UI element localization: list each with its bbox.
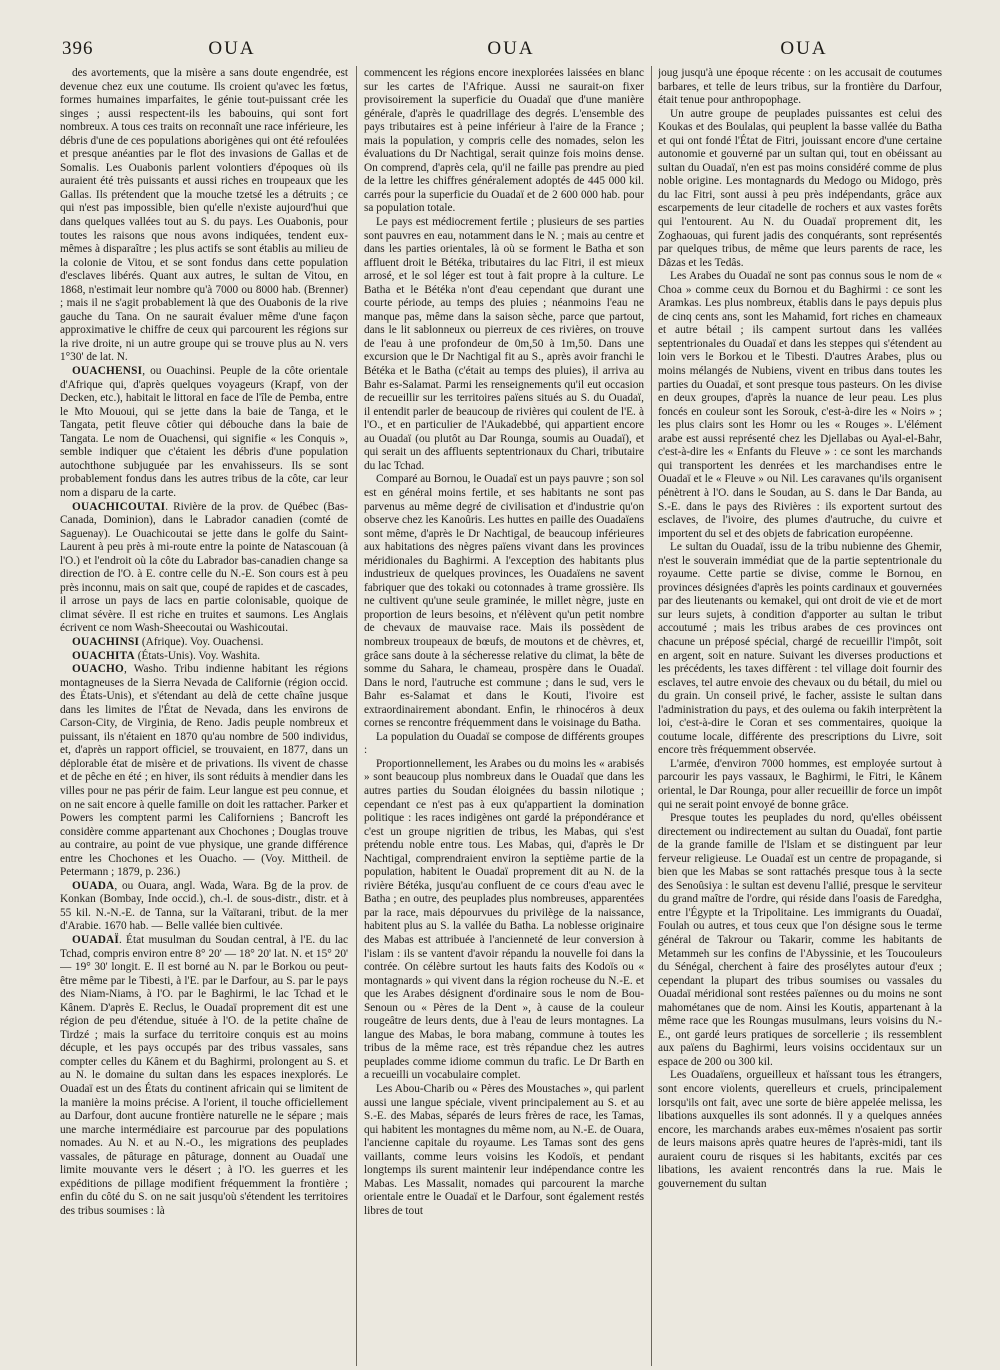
paragraph-text: Les Ouadaïens, orgueilleux et haïssant tous les étrangers, sont encore violents, querelleurs et cruels, principalement lorsqu'ils ont fait, avec une sorte de bière appelée melissa, les libations auxquelles ils sont adonnés. Il y a quelques années encore, les marchands arabes eux-mêmes n'osaient pas sortir de leurs maisons après quatre heures de l'après-midi, tant ils auraient couru de risques si les habitants, excités par ces libations, les avaient rencontrés dans la rue. Mais le gouvernement du sultan bbox=[658, 1069, 942, 1190]
dictionary-entry bbox=[60, 365, 348, 500]
paragraph bbox=[364, 216, 644, 473]
dictionary-entry bbox=[60, 934, 348, 1218]
paragraph bbox=[364, 473, 644, 730]
paragraph bbox=[364, 731, 644, 758]
paragraph bbox=[364, 758, 644, 1083]
paragraph bbox=[658, 67, 942, 108]
paragraph bbox=[60, 67, 348, 365]
dictionary-entry bbox=[60, 501, 348, 636]
paragraph-text: , ou Ouara, angl. Wada, Wara. Bg de la prov. de Konkan (Bombay, Inde occid.), ch.-l. de sous-distr., distr. et à 55 kil. N.-N.-E. de Tanna, sur la Vaïtarani, tribut. de la mer d'Arabie. 1670 hab. — Belle vallée bien cultivée. bbox=[60, 879, 348, 933]
paragraph bbox=[364, 67, 644, 216]
paragraph-text: Le sultan du Ouadaï, issu de la tribu nubienne des Ghemir, n'est le souverain immédiat que de la partie septentrionale du royaume. Cette partie se divise, comme le Bornou, en provinces désignées d'après les points cardinaux et gouvernées par des lieutenants ou kemakel, qui ont droit de vie et de mort sur leurs sujets, à condition d'apporter au sultan le tribut accoutumé ; mais les tribus arabes de ces provinces ont chacune un préposé spécial, chargé de recueillir l'impôt, soit en argent, soit en nature. Suivant les diverses productions et les précédents, les taxes diffèrent : tel village doit fournir des esclaves, tel autre envoie des chevaux ou du bétail, du miel ou du grain. Un conseil privé, le facher, assiste le sultan dans l'administration du pays, et des oulema ou fakih interprètent la loi, c'est-à-dire le Coran et ses commentaires, quoique la coutume locale, différente des prescriptions du Livre, soit encore très fréquemment observée. bbox=[658, 541, 942, 757]
dictionary-entry bbox=[60, 663, 348, 880]
paragraph bbox=[658, 108, 942, 271]
dictionary-entry bbox=[60, 636, 348, 650]
paragraph-text: joug jusqu'à une époque récente : on les accusait de coutumes barbares, et telle de leurs tribus, sur la frontière du Darfour, était tenue pour anthropophage. bbox=[658, 67, 942, 107]
entry-headword: OUACHICOUTAI bbox=[72, 500, 166, 513]
dictionary-entry bbox=[60, 880, 348, 934]
paragraph-text: , ou Ouachinsi. Peuple de la côte orientale d'Afrique qui, d'après quelques voyageurs (Krapf, von der Decken, etc.), habitait le littoral en face de l'île de Pemba, entre le Mto Mououi, qui se jette dans la baie de Tanga, et le Tangata, petit fleuve côtier qui débouche dans la baie de Tangata. Le nom de Ouachensi, qui signifie « les Conquis », semble indiquer que c'étaient les débris d'une population autochthone subjuguée par les envahisseurs. Ils se sont probablement fondus dans les autres tribus de la côte, car leur nom a disparu de la carte. bbox=[60, 365, 348, 499]
entry-headword: OUACHINSI bbox=[72, 635, 140, 648]
column-rule-2 bbox=[651, 66, 652, 1366]
paragraph-text: La population du Ouadaï se compose de différents groupes : bbox=[364, 730, 644, 757]
entry-headword: OUADA bbox=[72, 879, 115, 892]
running-head-left: OUA bbox=[208, 38, 256, 59]
paragraph bbox=[364, 1083, 644, 1218]
entry-headword: OUACHITA bbox=[72, 649, 135, 662]
paragraph-text: , Washo. Tribu indienne habitant les régions montagneuses de la Sierra Nevada de Californie (région occid. des États-Unis), et s'étendant au delà de cette chaîne jusque dans les limites de l'État de Nevada, dans les environs de Carson-City, de Virginia, de Reno. Jadis peuple nombreux et puissant, ils n'étaient en 1870 qu'au nombre de 500 individus, et, d'après un rapport officiel, se trouvaient, en 1877, dans un déplorable état de misère et de privations. Ils vivent de chasse et de pêche en été ; en hiver, ils sont réduits à mendier dans les villes pour ne pas périr de faim. Leur langue est peu connue, et on ne sait encore à quelle famille on doit les rattacher. Parker et Powers les comptent parmi les Californiens ; Bancroft les considère comme appartenant aux Chochones ; Douglas trouve au contraire, au point de vue physique, une grande différence entre les Chochones et les Ouacho. — (Voy. Mittheil. de Petermann ; 1879, p. 236.) bbox=[60, 663, 348, 879]
paragraph-text: Un autre groupe de peuplades puissantes est celui des Koukas et des Boulalas, qui peuplent la basse vallée du Batha et qui ont fondé l'État de Fitri, jouissant encore d'une certaine autonomie et gouverné par un sultan qui, tout en obéissant au sultan du Ouadaï, n'en est pas moins considéré comme de plus noble origine. Les montagnards du Medogo ou Midogo, près du lac Fitri, sont aussi à peu près indépendants, grâce aux escarpements de leur citadelle de rochers et aux vastes forêts qui l'entourent. Au N. du Ouadaï proprement dit, les Zoghaouas, qui furent jadis des conquérants, sont représentés par quelques tribus, de même que leurs parents de race, les Dâzas et les Tedâs. bbox=[658, 107, 942, 269]
paragraph bbox=[658, 812, 942, 1069]
running-head-center: OUA bbox=[487, 38, 535, 59]
entry-headword: OUACHENSI bbox=[72, 365, 143, 378]
paragraph-text: Le pays est médiocrement fertile ; plusieurs de ses parties sont pauvres en eau, notamment dans le N. ; mais au centre et dans les parties orientales, là où se forment le Batha et son affluent droit le Bétéka, tributaires du lac Fitri, il est mieux arrosé, et le sol léger est tout à fait propre à la culture. Le Batha et le Bétéka n'ont d'eau cependant que durant une courte période, au temps des pluies ; néanmoins l'eau ne manque pas, même dans la saison sèche, parce que partout, dans le lit sablonneux ou pierreux de ces rivières, on trouve de l'eau à une profondeur de 0m,50 à 1m,50. Dans une excursion que le Dr Nachtigal fit au S., après avoir franchi le Bétéka et le Batha (c'était au temps des pluies), il arriva au Bahr es-Salamat. Parmi les renseignements qu'il eut occasion de recueillir sur les territoires païens situés au S. du Ouadaï, il entendit parler de beaucoup de rivières qui coulent de l'E. à l'O., et en particulier de l'Aukadebbé, qui appartient encore au Ouadaï (ou plutôt au Dar Rounga, soumis au Ouadaï), et qui serait un des affluents septentrionaux du Chari, tributaire du lac Tchad. bbox=[364, 216, 644, 472]
paragraph-text: Les Abou-Charib ou « Pères des Moustaches », qui parlent aussi une langue spéciale, vivent principalement au S. et au S.-E. des Mabas, séparés de leurs frères de race, les Tamas, qui habitent les montagnes du même nom, au N.-E. de Ouara, l'ancienne capitale du royaume. Les Tamas sont des gens vaillants, comme leurs voisins les Kodoïs, et pendant longtemps ils surent maintenir leur indépendance contre les Mabas. Les Massalit, nomades qui parcourent la marche orientale entre le Ouadaï et le Darfour, sont également restés libres de tout bbox=[364, 1083, 644, 1217]
paragraph bbox=[658, 270, 942, 541]
paragraph-text: des avortements, que la misère a sans doute engendrée, est devenue chez eux une coutume. Ils croient qu'avec les fœtus, formes humaines imparfaites, le génie tout-puissant crée les singes ; aussi respectent-ils les babouins, qui sont fort nombreux. A tous ces traits on reconnaît une race inférieure, les débris d'une de ces populations aborigènes qui ont été refoulées et presque anéanties par le flot des invasions de Gallas et de Somalis. Les Ouabonis parlent volontiers d'époques où ils auraient été très puissants et aussi riches en troupeaux que les Gallas. Ils prétendent que la mouche tzetsé les a détruits ; ce qui n'est pas impossible, bien qu'elle n'existe aujourd'hui que dans quelques vallées tout au S. du pays. Les Ouabonis, pour toutes les raisons que nous avons indiquées, tendent eux-mêmes à disparaître ; les plus actifs se sont établis au milieu de la colonie de Vitou, et se sont fondus dans cette population d'esclaves libérés. Quant aux autres, le sultan de Vitou, en 1868, n'estimait leur nombre qu'à 7000 ou 8000 hab. (Brenner) ; mais il ne s'agit probablement là que des Ouabonis de la rive gauche du Tana. On ne saurait évaluer même d'une façon approximative le chiffre de ceux qui parcourent les régions sur la rive droite, ni un autre groupe qui se trouve plus au N. vers 1°30' de lat. N. bbox=[60, 67, 348, 364]
paragraph-text: . Rivière de la prov. de Québec (Bas-Canada, Dominion), dans le Labrador canadien (comté de Saguenay). Le Ouachicoutai se jette dans le golfe du Saint-Laurent à peu près à mi-route entre la pointe de Natascouan (à l'O.) et l'endroit où la côte du Labrador bas-canadien change sa direction de l'O. à E. contre celle du N.-E. Son cours est à peu près inconnu, mais on sait que, coupé de rapides et de cascades, il arrose un pays de lacs en partie colonisable, quoique de climat sévère. Il est riche en truites et saumons. Les Anglais écrivent ce nom Wash-Sheecoutai ou Washicoutai. bbox=[60, 500, 348, 635]
paragraph bbox=[658, 1069, 942, 1191]
dictionary-entry bbox=[60, 650, 348, 664]
paragraph-text: commencent les régions encore inexplorées laissées en blanc sur les cartes de l'Afrique. Aussi ne saurait-on fixer provisoirement la superficie du Ouadaï que d'une manière générale, d'après le quadrillage des degrés. L'ensemble des pays tributaires est à peine inférieur à l'aire de la France ; mais la population, y compris celle des nomades, selon les évaluations du Dr Nachtigal, serait quinze fois moins dense. On comprend, d'après cela, qu'il ne faille pas prendre au pied de la lettre les chiffres généralement adoptés de 445 000 kil. carrés pour la superficie du Ouadaï et de 2 600 000 hab. pour sa population totale. bbox=[364, 67, 644, 215]
paragraph-text: L'armée, d'environ 7000 hommes, est employée surtout à parcourir les pays vassaux, le Baghirmi, le Fitri, le Kânem oriental, le Dar Rounga, pour aller recueillir de force un impôt qui ne serait point envoyé de bonne grâce. bbox=[658, 757, 942, 811]
text-column-2 bbox=[364, 67, 644, 1362]
paragraph bbox=[658, 541, 942, 758]
paragraph-text: Comparé au Bornou, le Ouadaï est un pays pauvre ; son sol est en général moins fertile, et ses habitants ne sont pas parvenus au même degré de civilisation et d'industrie qu'on observe chez les Kanoûris. Les huttes en paille des Ouadaïens sont même, d'après le Dr Nachtigal, de beaucoup inférieures aux habitations des nègres païens vivant dans les provinces méridionales du Baghirmi. A l'exception des habitants plus industrieux de quelques provinces, les Ouadaïens ne savent fabriquer que des tokaki ou cotonnades à trame grossière. Ils ne cultivent qu'une seule graminée, le millet nègre, juste en proportion de leurs besoins, et n'élèvent qu'un petit nombre de chevaux de mauvaise race. Mais ils possèdent de nombreux troupeaux de bœufs, de moutons et de chèvres, et, grâce sans doute à la sécheresse relative du climat, la bête de somme du Sahara, le chameau, prospère dans le Ouadaï. Dans le nord, l'autruche est commune ; dans le sud, vers le Bahr es-Salamat et dans le Kouti, l'ivoire est extraordinairement abondant. Enfin, le rhinocéros à deux cornes se rencontre fréquemment dans le voisinage du Batha. bbox=[364, 473, 644, 730]
paragraph-text: Presque toutes les peuplades du nord, qu'elles obéissent directement ou indirectement au sultan du Ouadaï, font partie de la grande famille de l'Islam et se distinguent par leur ferveur religieuse. Le Ouadaï est un centre de propagande, si bien que les Mabas se sont rattachés presque tous à la secte des Senoûsiya : le sultan est devenu l'allié, presque le serviteur du grand maître de l'ordre, qui réside dans l'oasis de Faredgha, entre l'Égypte et la Tripolitaine. Les immigrants du Ouadaï, Foulah ou autres, et tous ceux que l'on désigne sous le terme général de Takrour ou Takarir, comme les habitants de Metammeh sur les confins de l'Abyssinie, et les Toucouleurs du Sénégal, cherchent à faire des prosélytes autour d'eux ; cependant la plupart des tribus soumises ou vassales du Ouadaï méridional sont restées païennes ou du moins ne sont mahométanes que de nom. Ainsi les Koutis, appartenant à la même race que les Roungas musulmans, leurs voisins du N.-E., ont gardé leurs pratiques de sorcellerie ; ils ressemblent aux païens du Baghirmi, leurs voisins occidentaux sur un espace de 200 ou 300 kil. bbox=[658, 812, 942, 1068]
paragraph-text: Les Arabes du Ouadaï ne sont pas connus sous le nom de « Choa » comme ceux du Bornou et du Baghirmi : ce sont les Aramkas. Les plus nombreux, établis dans le pays depuis plus de cinq cents ans, sont les Mahamid, fort riches en chameaux et autre bétail ; ils campent surtout dans les vallées septentrionales du Ouadaï et dans les steppes qui s'étendent au loin vers le Borkou et le Tibesti. D'autres Arabes, plus ou moins mélangés de Nubiens, vivent en tribus dans toutes les parties du Ouadaï, et sont presque tous pasteurs. On les divise en deux groupes, d'après la nuance de leur peau. Les plus foncés en couleur sont les Sorouk, c'est-à-dire les « Noirs » ; les plus clairs sont les Homr ou les « Rouges ». L'élément arabe est aussi représenté chez les Djellabas ou Ayal-el-Bahr, c'est-à-dire les « Enfants du Fleuve » : ce sont les marchands qui transportent les denrées et les marchandises entre le Ouadaï et le « Fleuve » ou Nil. Les caravanes qu'ils organisent pénètrent à l'O. dans le Soudan, au S. dans le Dar Banda, au S.-E. dans le pays des Rivières : ils exportent surtout des esclaves, de l'ivoire, des plumes d'autruche, du cuivre et importent du sel et des objets de fabrication européenne. bbox=[658, 270, 942, 540]
paragraph-text: . État musulman du Soudan central, à l'E. du lac Tchad, compris environ entre 8° 20' — 18° 20' lat. N. et 15° 20' — 19° 30' longit. E. Il est borné au N. par le Borkou ou peut-être même par le Tibesti, à l'E. par le Darfour, au S. par le pays des Niam-Niams, à l'O. par le Baghirmi, le lac Tchad et le Kânem. D'après E. Reclus, le Ouadaï proprement dit est une région de peu d'étendue, située à l'O. de la petite chaîne de Tirdzé ; mais la surface du territoire conquis est au moins décuple, et les pays occupés par des tribus vassales, sans compter celles du Kânem et du Baghirmi, prolongent au S. et au N. le domaine du sultan dans les espaces inexplorés. Le Ouadaï est un des États du continent africain qui se limitent de la manière la moins précise. A l'orient, il touche officiellement au Darfour, dont aucune frontière naturelle ne le sépare ; mais une marche intermédiaire est parcourue par des populations nomades. Au N. et au N.-O., les migrations des peuplades vassales, de pâturage en pâturage, donnent au Ouadaï une limite mouvante vers le désert ; à l'O. les guerres et les expéditions de pillage modifient fréquemment la frontière ; enfin du côté du S. on ne sait jusqu'où s'étendent les territoires des tribus soumises : là bbox=[60, 934, 348, 1217]
page-number: 396 bbox=[62, 38, 94, 59]
entry-headword: OUADAÏ bbox=[72, 934, 120, 946]
entry-headword: OUACHO bbox=[72, 663, 125, 676]
paragraph-text: (Afrique). Voy. Ouachensi. bbox=[139, 635, 264, 648]
paragraph-text: (États-Unis). Voy. Washita. bbox=[134, 649, 261, 662]
running-head-right: OUA bbox=[780, 38, 828, 59]
paragraph bbox=[658, 758, 942, 812]
text-column-1 bbox=[60, 67, 348, 1362]
text-column-3 bbox=[658, 67, 942, 1362]
paragraph-text: Proportionnellement, les Arabes ou du moins les « arabisés » sont beaucoup plus nombreux dans le Ouadaï que dans les autres parties du Soudan éloignées du bassin nilotique ; cependant ce n'est pas à eux qu'appartient la domination politique : les races indigènes ont gardé la prépondérance et c'est un groupe nigritien de tribus, les Mabas, qui s'est prétendu noble entre tous. Les Mabas, qui, d'après le Dr Nachtigal, comprendraient environ la septième partie de la population, habitent le Ouadaï proprement dit au N. de la rivière Bétéka, jusqu'au confluent de ce cours d'eau avec le Batha ; en outre, des peuplades plus nombreuses, apparentées par la race, mais dépourvues du privilège de la naissance, habitent plus au S. la vallée du Batha. La noblesse originaire des Mabas est attribuée à l'ancienneté de leur conversion à l'islam : ils se vantent d'avoir répandu la nouvelle foi dans la contrée. On célèbre surtout les hauts faits des Kodoïs ou « montagnards » qui vivent dans la région rocheuse du N.-E. et que les Arabes désignent d'ordinaire sous le nom de Bou-Senoun ou « Pères de la Dent », à cause de la couleur rougeâtre de leurs dents, due à l'eau de leurs montagnes. La langue des Mabas, le bora mabang, commune à toutes les tribus de la même race, est très répandue chez les autres peuplades comme idiome commun du trafic. Le Dr Barth en a recueilli un vocabulaire complet. bbox=[364, 757, 644, 1082]
column-rule-1 bbox=[356, 66, 357, 1366]
